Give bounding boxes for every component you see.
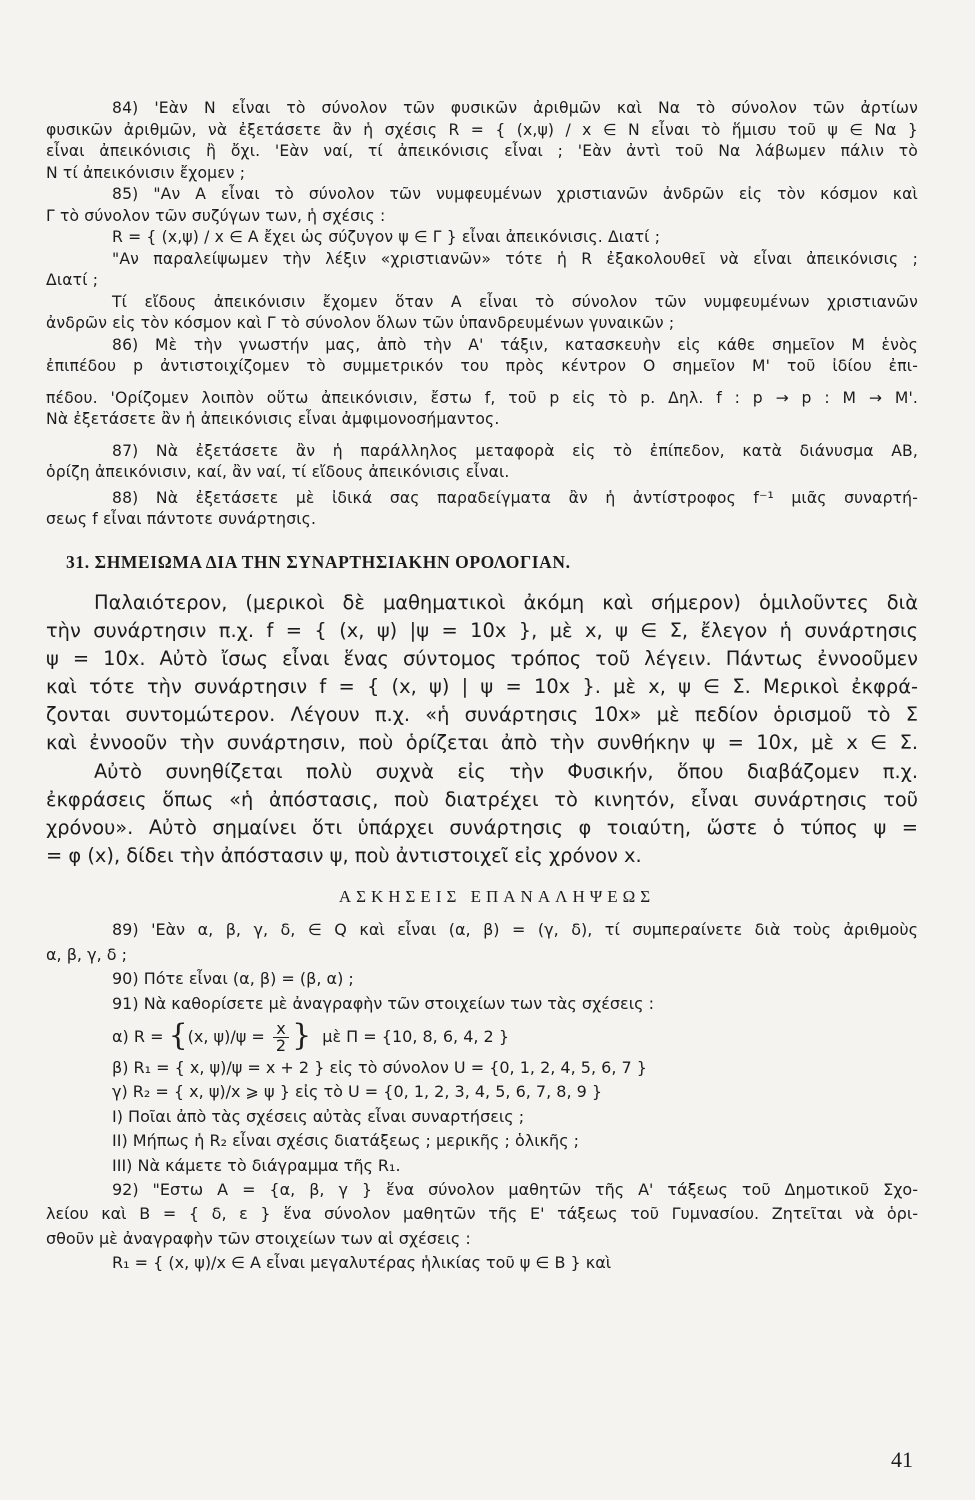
exercise-91: 91) Νὰ καθορίσετε μὲ ἀναγραφὴν τῶν στοιχείων των τὰς σχέσεις : bbox=[112, 993, 654, 1013]
relation-b: β) R₁ = { x, ψ)/ψ = x + 2 } εἰς τὸ σύνολον U = {0, 1, 2, 4, 5, 6, 7 } bbox=[112, 1057, 647, 1077]
text-line: λείου καὶ Β = { δ, ε } ἕνα σύνολον μαθητῶν τῆς Ε' τάξεως τοῦ Γυμνασίου. Ζητεῖται νὰ ὁρι- bbox=[46, 1204, 918, 1224]
exercise-89 bbox=[46, 918, 918, 967]
relation-a-prefix: α) R = bbox=[112, 1026, 164, 1046]
fraction bbox=[273, 1018, 289, 1055]
text-line: σεως f εἶναι πάντοτε συνάρτησις. bbox=[46, 510, 317, 528]
text-line: 87) Νὰ ἐξετάσετε ἂν ἡ παράλληλος μεταφορὰ εἰς τὸ ἐπίπεδον, κατὰ διάνυσμα AB, bbox=[112, 441, 918, 460]
fraction-numerator: x bbox=[273, 1021, 289, 1038]
text-line: σθοῦν μὲ ἀναγραφὴν τῶν στοιχείων των αἱ σχέσεις : bbox=[46, 1228, 471, 1248]
text-line: ὁρίζη ἀπεικόνισιν, καί, ἂν ναί, τί εἴδους ἀπεικόνισις εἶναι. bbox=[46, 463, 510, 481]
question-1: Ι) Ποῖαι ἀπὸ τὰς σχέσεις αὐτὰς εἶναι συναρτήσεις ; bbox=[112, 1106, 525, 1126]
text-line: 89) 'Εὰν α, β, γ, δ, ∈ Q καὶ εἶναι (α, β) = (γ, δ), τί συμπεραίνετε διὰ τοὺς ἀριθμοὺς bbox=[112, 920, 918, 940]
exercises-title: ΑΣΚΗΣΕΙΣ ΕΠΑΝΑΛΗΨΕΩΣ bbox=[338, 887, 656, 907]
text-line: τὴν συνάρτησιν π.χ. f = { (x, ψ) |ψ = 10x }, μὲ x, ψ ∈ Σ, ἔλεγον ἡ συνάρτησις bbox=[46, 618, 918, 642]
brace-close: } bbox=[292, 1017, 312, 1053]
relation-a-suffix: μὲ Π = {10, 8, 6, 4, 2 } bbox=[322, 1026, 509, 1046]
text-line: Γ τὸ σύνολον τῶν συζύγων των, ἡ σχέσις : bbox=[46, 206, 386, 225]
exercise-92 bbox=[46, 1178, 918, 1276]
text-line: ἐκφράσεις ὅπως «ἡ ἀπόστασις, ποὺ διατρέχει τὸ κινητόν, εἶναι συνάρτησις τοῦ bbox=[46, 787, 918, 811]
text-line: Διατί ; bbox=[46, 271, 99, 289]
exercise-88 bbox=[46, 488, 918, 531]
section-heading: 31. ΣΗΜΕΙΩΜΑ ΔΙΑ ΤΗΝ ΣΥΝΑΡΤΗΣΙΑΚΗΝ ΟΡΟΛΟΓΙΑΝ. bbox=[66, 551, 571, 572]
text-line: 84) 'Εὰν Ν εἶναι τὸ σύνολον τῶν φυσικῶν ἀριθμῶν καὶ Να τὸ σύνολον τῶν ἀρτίων bbox=[112, 99, 918, 117]
exercise-84 bbox=[46, 98, 918, 184]
text-line: καὶ τότε τὴν συνάρτησιν f = { (x, ψ) | ψ = 10x }. μὲ x, ψ ∈ Σ. Μερικοὶ ἐκφρά- bbox=[46, 675, 918, 699]
text-line: Αὐτὸ συνηθίζεται πολὺ συχνὰ εἰς τὴν Φυσικήν, ὅπου διαβάζομεν π.χ. bbox=[94, 759, 918, 783]
relation-a bbox=[46, 1016, 918, 1056]
text-line: Τί εἴδους ἀπεικόνισιν ἔχομεν ὅταν Α εἶναι τὸ σύνολον τῶν νυμφευμένων χριστιανῶν bbox=[112, 292, 918, 311]
exercise-85 bbox=[46, 184, 918, 335]
text-line: "Αν παραλείψωμεν τὴν λέξιν «χριστιανῶν» τότε ἡ R ἐξακολουθεῖ νὰ εἶναι ἀπεικόνισις ; bbox=[112, 249, 918, 268]
relation-a-set: (x, ψ)/ψ = bbox=[187, 1026, 265, 1046]
text-line: R₁ = { (x, ψ)/x ∈ A εἶναι μεγαλυτέρας ἡλικίας τοῦ ψ ∈ B } καὶ bbox=[112, 1253, 612, 1273]
text-line: α, β, γ, δ ; bbox=[46, 944, 128, 964]
text-line: ψ = 10x. Αὐτὸ ἴσως εἶναι ἕνας σύντομος τρόπος τοῦ λέγειν. Πάντως ἐννοοῦμεν bbox=[46, 646, 918, 670]
brace-open: { bbox=[168, 1017, 188, 1053]
text-line: Ν τί ἀπεικόνισιν ἔχομεν ; bbox=[46, 163, 246, 182]
text-line: Νὰ ἐξετάσετε ἂν ἡ ἀπεικόνισις εἶναι ἀμφιμονοσήμαντος. bbox=[46, 410, 500, 428]
text-line: χρόνου». Αὐτὸ σημαίνει ὅτι ὑπάρχει συνάρτησις φ τοιαύτη, ὥστε ὁ τύπος ψ = bbox=[46, 816, 918, 839]
text-line: Παλαιότερον, (μερικοὶ δὲ μαθηματικοὶ ἀκόμη καὶ σήμερον) ὁμιλοῦντες διὰ bbox=[94, 590, 918, 614]
text-line: καὶ ἐννοοῦν τὴν συνάρτησιν, ποὺ ὁρίζεται ἀπὸ τὴν συνθήκην ψ = 10x, μὲ x ∈ Σ. bbox=[46, 731, 918, 755]
text-line: 88) Νὰ ἐξετάσετε μὲ ἰδικά σας παραδείγματα ἂν ἡ ἀντίστροφος f⁻¹ μιᾶς συναρτή- bbox=[112, 488, 918, 507]
exercise-90: 90) Πότε εἶναι (α, β) = (β, α) ; bbox=[112, 969, 354, 989]
text-line: 85) "Αν Α εἶναι τὸ σύνολον τῶν νυμφευμένων χριστιανῶν ἀνδρῶν εἰς τὸν κόσμον καὶ bbox=[112, 185, 918, 203]
text-line: 92) "Εστω Α = {α, β, γ } ἕνα σύνολον μαθητῶν τῆς Α' τάξεως τοῦ Δημοτικοῦ Σχο- bbox=[112, 1179, 918, 1199]
text-line: φυσικῶν ἀριθμῶν, νὰ ἐξετάσετε ἂν ἡ σχέσις R = { (x,ψ) / x ∈ N εἶναι τὸ ἥμισυ τοῦ ψ ∈ Να } bbox=[46, 120, 918, 139]
fraction-denominator: 2 bbox=[275, 1035, 287, 1055]
text-line: ἐπιπέδου p ἀντιστοιχίζομεν τὸ συμμετρικόν του πρὸς κέντρον Ο σημεῖον Μ' τοῦ ἰδίου ἐπι- bbox=[46, 357, 918, 375]
page-content bbox=[46, 98, 918, 1275]
relation-c: γ) R₂ = { x, ψ)/x ⩾ ψ } εἰς τὸ U = {0, 1, 2, 3, 4, 5, 6, 7, 8, 9 } bbox=[112, 1082, 603, 1102]
text-line: εἶναι ἀπεικόνισις ἢ ὄχι. 'Εὰν ναί, τί ἀπεικόνισις εἶναι ; 'Εὰν ἀντὶ τοῦ Να λάβωμεν πάλιν τὸ bbox=[46, 142, 918, 160]
question-2: ΙΙ) Μήπως ἡ R₂ εἶναι σχέσις διατάξεως ; μερικῆς ; ὁλικῆς ; bbox=[112, 1131, 580, 1151]
exercise-86 bbox=[46, 335, 918, 431]
question-3: ΙΙΙ) Νὰ κάμετε τὸ διάγραμμα τῆς R₁. bbox=[112, 1155, 401, 1175]
text-line: ζονται συντομώτερον. Λέγουν π.χ. «ἡ συνάρτησις 10x» μὲ πεδίον ὁρισμοῦ τὸ Σ bbox=[46, 703, 918, 727]
section-body bbox=[46, 589, 918, 871]
text-line: = φ (x), δίδει τὴν ἀπόστασιν ψ, ποὺ ἀντιστοιχεῖ εἰς χρόνον x. bbox=[46, 844, 642, 868]
page-number: 41 bbox=[891, 1447, 913, 1472]
text-line: 86) Μὲ τὴν γνωστήν μας, ἀπὸ τὴν Α' τάξιν, κατασκευὴν εἰς κάθε σημεῖον Μ ἑνὸς bbox=[112, 335, 918, 354]
text-line: πέδου. 'Ορίζομεν λοιπὸν οὕτω ἀπεικόνισιν, ἔστω f, τοῦ p εἰς τὸ p. Δηλ. f : p → p : M → M'. bbox=[46, 388, 918, 407]
text-line: ἀνδρῶν εἰς τὸν κόσμον καὶ Γ τὸ σύνολον ὅλων τῶν ὑπανδρευμένων γυναικῶν ; bbox=[46, 314, 675, 332]
text-line: R = { (x,ψ) / x ∈ A ἔχει ὡς σύζυγον ψ ∈ Γ } εἶναι ἀπεικόνισις. Διατί ; bbox=[112, 228, 661, 246]
exercise-87 bbox=[46, 441, 918, 484]
